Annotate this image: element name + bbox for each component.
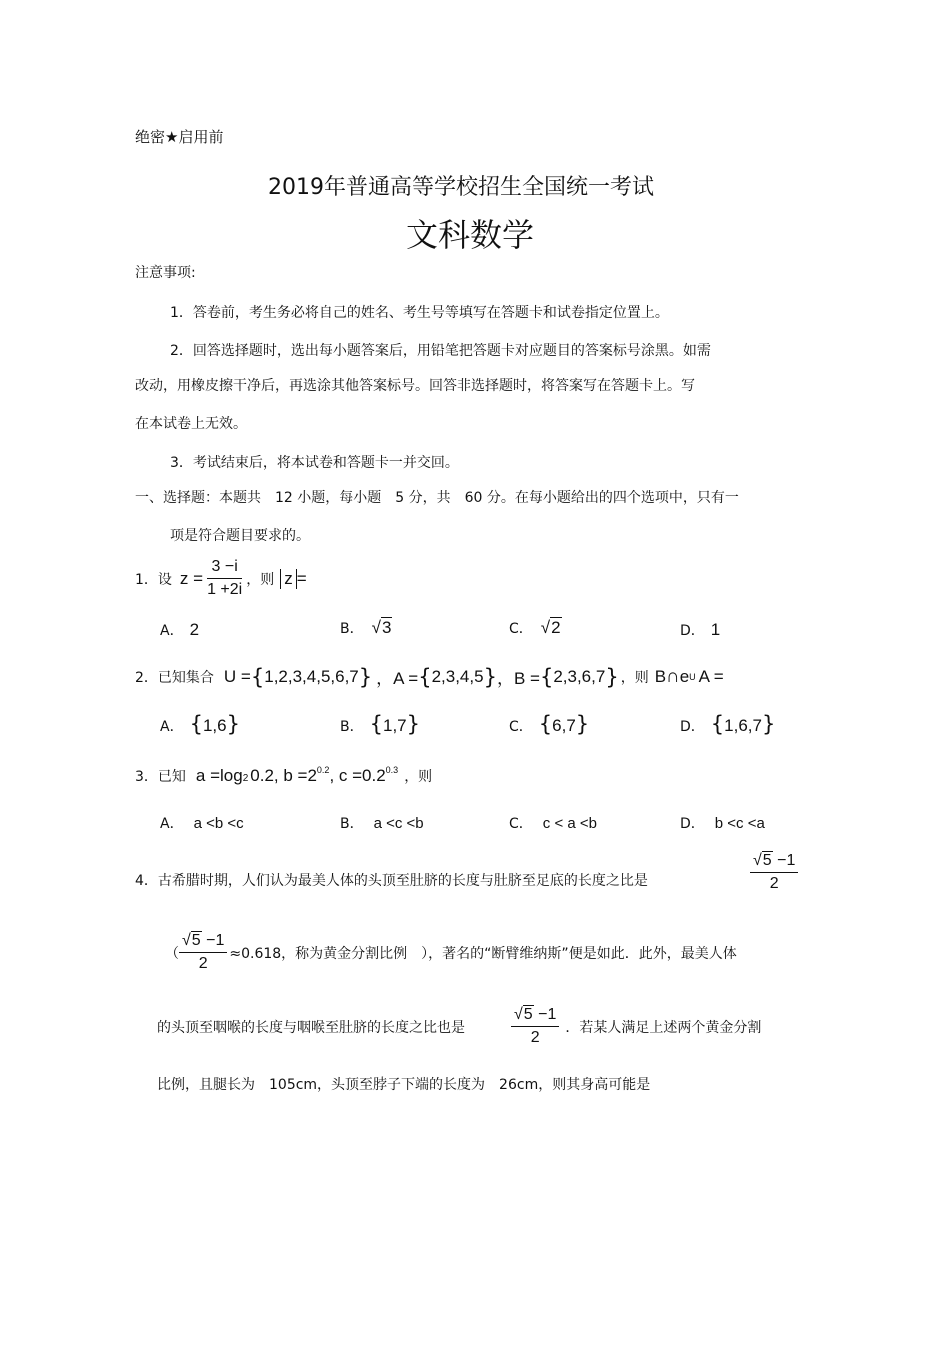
option-value: 1,6,7	[724, 716, 762, 735]
question-1-number: 1．设	[135, 571, 172, 588]
exam-title: 2019年普通高等学校招生全国统一考试	[268, 175, 654, 200]
set-u-values: 1,2,3,4,5,6,7	[264, 666, 359, 686]
question-2-option-a	[160, 712, 240, 736]
notice-item-2-line-3: 在本试卷上无效。	[135, 416, 247, 432]
question-1-equals: =	[296, 568, 307, 588]
fraction-numerator: 3 −i	[207, 558, 242, 579]
question-2-option-d	[680, 712, 775, 736]
question-4-line-3-text: 的头顶至咽喉的长度与咽喉至肚脐的长度之比也是	[157, 1019, 465, 1036]
option-label: A．	[160, 816, 184, 832]
denominator: 2	[769, 875, 779, 892]
option-label: B．	[340, 719, 364, 735]
option-value: 2	[189, 620, 200, 639]
section-heading-line-1: 一、选择题：本题共 12 小题，每小题 5 分，共 60 分。在每小题给出的四个选项中，只有一	[135, 490, 739, 506]
right-brace-icon: }	[575, 712, 590, 736]
radicand: 5	[762, 852, 772, 869]
sqrt-icon: √	[753, 852, 762, 869]
denominator: 2	[530, 1029, 540, 1046]
sqrt-icon: √	[182, 932, 191, 949]
subject-title: 文科数学	[406, 216, 535, 254]
open-paren: （	[165, 945, 179, 962]
notice-heading: 注意事项:	[135, 265, 196, 281]
set-b-values: 2,3,6,7	[553, 666, 606, 686]
question-1-fraction	[207, 558, 242, 599]
left-brace-icon: {	[710, 712, 725, 736]
right-brace-icon: }	[358, 664, 373, 689]
question-2-option-c	[509, 712, 589, 736]
question-3-option-c	[509, 813, 597, 833]
question-3-option-b	[340, 813, 424, 833]
right-brace-icon: }	[483, 664, 497, 689]
notice-item-3: 3．考试结束后，将本试卷和答题卡一并交回。	[170, 455, 459, 471]
option-label: B．	[340, 816, 364, 832]
option-label: D．	[680, 719, 705, 735]
option-value: 1,6	[202, 716, 227, 735]
option-label: C．	[509, 816, 533, 832]
left-brace-icon: {	[189, 712, 203, 736]
notice-item-1: 1．答卷前，考生务必将自己的姓名、考生号等填写在答题卡和试卷指定位置上。	[170, 305, 669, 321]
c-exponent: 0.3	[385, 765, 399, 775]
question-3-then: ，则	[404, 769, 433, 785]
radicand: 5	[523, 1006, 533, 1023]
right-brace-icon: }	[761, 712, 776, 736]
question-4-line-3	[157, 1006, 761, 1047]
question-3	[135, 766, 432, 786]
question-1	[135, 558, 307, 599]
option-value: 6,7	[552, 716, 576, 735]
left-brace-icon: {	[369, 712, 383, 736]
left-brace-icon: {	[538, 712, 553, 736]
option-value: 1	[710, 620, 721, 639]
question-2-then: ，则	[620, 669, 649, 686]
question-1-option-c	[509, 618, 562, 638]
sqrt-icon: √	[540, 618, 551, 637]
question-1-option-b	[340, 618, 392, 638]
question-1-option-a	[160, 620, 199, 640]
right-brace-icon: }	[226, 712, 240, 736]
option-label: A．	[160, 623, 184, 639]
option-value: a <b <c	[193, 815, 244, 832]
left-brace-icon: {	[250, 664, 265, 689]
question-4-line-4: 比例，且腿长为 105cm，头顶至脖子下端的长度为 26cm，则其身高可能是	[157, 1077, 651, 1093]
option-label: C．	[509, 621, 533, 637]
right-brace-icon: }	[406, 712, 420, 736]
question-3-option-a	[160, 813, 244, 833]
question-4-line-3-tail: ．若某人满足上述两个黄金分割	[565, 1019, 762, 1036]
option-label: D．	[680, 816, 705, 832]
question-4-line-2-text: ≈0.618，称为黄金分割比例 ），著名的“断臂维纳斯”便是如此．此外，最美人体	[229, 945, 737, 962]
question-3-intro: 3．已知	[135, 769, 186, 785]
option-label: C．	[509, 719, 533, 735]
notice-item-2-line-2: 改动，用橡皮擦干净后，再选涂其他答案标号。回答非选择题时，将答案写在答题卡上。写	[135, 378, 695, 394]
question-2-option-b	[340, 712, 420, 736]
question-4-line-2	[165, 932, 737, 973]
question-1-abs-z: z	[280, 569, 297, 589]
sqrt-icon: √	[514, 1006, 523, 1023]
fraction-denominator: 1 +2i	[207, 581, 243, 598]
intersection-icon: ∩	[666, 665, 680, 687]
universe-subscript: U	[689, 671, 696, 682]
sqrt-icon: √	[371, 618, 381, 637]
option-label: B．	[340, 621, 364, 637]
section-heading-line-2: 项是符合题目要求的。	[170, 528, 310, 544]
question-1-z: z =	[179, 568, 204, 588]
complement-icon: e	[679, 666, 690, 686]
denominator: 2	[198, 955, 208, 972]
expr-c: , c =0.2	[329, 766, 386, 785]
option-value: b <c <a	[714, 815, 765, 832]
set-b-label: ，B =	[496, 669, 540, 688]
expr-a-log: a =log	[195, 766, 243, 785]
option-value: 3	[381, 618, 392, 637]
set-a-label: ，A =	[376, 669, 419, 688]
set-a-values: 2,3,4,5	[431, 666, 484, 686]
golden-ratio-fraction-3	[511, 1006, 559, 1047]
option-value: c < a <b	[542, 815, 597, 832]
expr-a: A =	[698, 666, 724, 686]
notice-item-2-line-1: 2．回答选择题时，选出每小题答案后，用铅笔把答题卡对应题目的答案标号涂黑。如需	[170, 343, 711, 359]
left-brace-icon: {	[539, 664, 554, 689]
option-label: A．	[160, 719, 184, 735]
question-3-option-d	[680, 813, 765, 833]
numerator-tail: −1	[201, 932, 225, 949]
confidential-mark: 绝密★启用前	[135, 128, 224, 146]
question-1-option-d	[680, 620, 720, 640]
numerator-tail: −1	[533, 1006, 557, 1023]
option-value: 2	[551, 618, 561, 637]
set-u-label: U =	[223, 666, 251, 686]
expr-a-b: 0.2, b =2	[250, 766, 317, 785]
radicand: 5	[191, 932, 201, 949]
log-base: 2	[242, 773, 249, 784]
numerator-tail: −1	[772, 852, 796, 869]
option-value: a <c <b	[373, 815, 424, 832]
b-exponent: 0.2	[316, 765, 330, 775]
option-label: D．	[680, 623, 705, 639]
left-brace-icon: {	[418, 664, 432, 689]
question-1-then: ，则	[246, 571, 275, 588]
question-2-intro: 2．已知集合	[135, 669, 214, 686]
option-value: 1,7	[382, 716, 407, 735]
golden-ratio-fraction-1	[750, 852, 798, 893]
question-2	[135, 664, 724, 689]
question-4-line-1: 4．古希腊时期，人们认为最美人体的头顶至肚脐的长度与肚脐至足底的长度之比是	[135, 873, 648, 889]
right-brace-icon: }	[605, 664, 619, 689]
expr-b: B	[654, 666, 667, 686]
golden-ratio-fraction-2	[179, 932, 227, 973]
